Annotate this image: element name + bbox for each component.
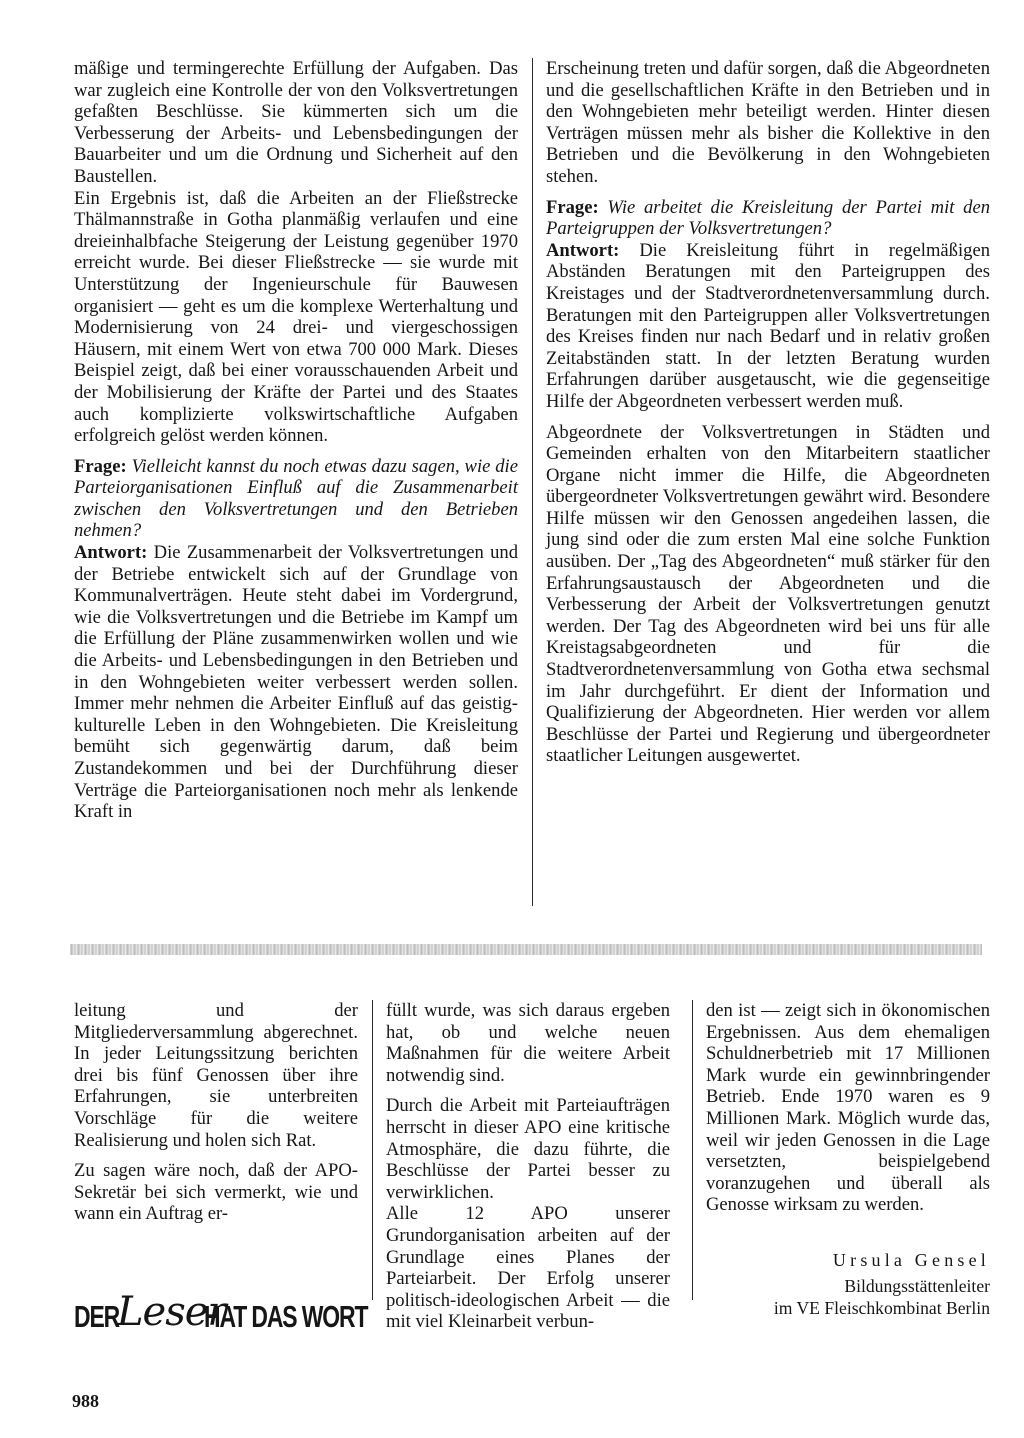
question-label: Frage:	[74, 455, 127, 477]
upper-right-paragraph-1: Erscheinung treten und dafür sorgen, daß die Abgeordneten und die gesellschaftlichen Kräfte in den Betrieben und in den Wohngebieten mehr beteiligt werden. Hinter diesen Verträgen müssen mehr als bisher die Kollektive in den Betrieben und die Bevölkerung in den Wohngebieten stehen.	[546, 58, 990, 187]
upper-right-paragraph-2: Abgeordnete der Volksvertretungen in Städten und Gemeinden erhalten von den Mitarbeitern staatlicher Organe nicht immer die Hilfe, die Abgeordneten übergeordneter Volksvertretungen gewährt wird. Besondere Hilfe müssen wir den Genossen angedeihen lassen, die jung sind oder die zum ersten Mal eine solche Funktion ausüben. Der „Tag des Abgeordneten“ muß stärker für den Erfahrungsaustausch der Abgeordneten und die Verbesserung der Arbeit der Volksvertretungen genutzt werden. Der Tag des Abgeordneten wird bei uns für alle Kreistagsabgeordneten und für die Stadtverordnetenversammlung von Gotha etwa sechsmal im Jahr durchgeführt. Er dient der Information und Qualifizierung der Abgeordneten. Hier werden vor allem Beschlüsse der Partei und Regierung und übergeordneter staatlicher Leitungen ausgewertet.	[546, 421, 990, 767]
lower-middle-paragraph-1: füllt wurde, was sich daraus ergeben hat, ob und welche neuen Maßnahmen für die weitere Arbeit notwendig sind.	[386, 1000, 670, 1086]
lower-right-column	[706, 1000, 990, 1216]
lower-middle-paragraph-3: Alle 12 APO unserer Grundorganisation arbeiten auf der Grundlage eines Planes der Parteiarbeit. Der Erfolg unserer politisch-ideologischen Arbeit — die mit viel Kleinarbeit verbun-	[386, 1203, 670, 1333]
author-signature	[706, 1250, 990, 1319]
banner-word-leser: Leser	[116, 1289, 226, 1335]
answer-2	[546, 240, 990, 413]
answer-label: Antwort:	[74, 542, 148, 564]
answer-1	[74, 542, 518, 823]
question-label: Frage:	[546, 196, 599, 218]
rubric-banner	[74, 1289, 367, 1335]
column-divider	[532, 58, 533, 906]
lower-left-paragraph-2: Zu sagen wäre noch, daß der APO-Sekretär bei sich vermerkt, wie und wann ein Auftrag er-	[74, 1160, 358, 1225]
upper-left-paragraph-1: mäßige und termingerechte Erfüllung der Aufgaben. Das war zugleich eine Kontrolle der von den Volksvertretungen gefaßten Beschlüsse. Sie kümmerten sich um die Verbesserung der Arbeits- und Lebensbedingungen der Bauarbeiter und um die Ordnung und Sicherheit auf den Baustellen.	[74, 58, 518, 187]
question-1	[74, 456, 518, 542]
lower-left-column	[74, 1000, 358, 1225]
upper-right-column	[546, 58, 990, 767]
upper-left-column	[74, 58, 518, 823]
answer-text: Die Kreisleitung führt in regelmäßigen Abständen Beratungen mit den Parteigruppen des Kreistages und der Stadtverordnetenversammlung durch. Beratungen mit den Parteigruppen aller Volksvertretungen des Kreises finden nur nach Bedarf und in relativ großen Zeitabständen statt. In der letzten Beratung wurden Erfahrungen darüber ausgetauscht, wie die gegenseitige Hilfe der Abgeordneten verbessert werden muß.	[546, 239, 990, 412]
author-title: Bildungsstättenleiter	[844, 1276, 990, 1297]
author-affiliation: im VE Fleischkombinat Berlin	[773, 1297, 990, 1318]
author-name: Ursula Gensel	[832, 1250, 990, 1270]
column-divider	[692, 1000, 693, 1300]
answer-text: Die Zusammenarbeit der Volksvertretungen und der Betriebe entwickelt sich auf der Grundlage von Kommunalverträgen. Heute steht dabei im Vordergrund, wie die Volksvertretungen und die Betriebe im Kampf um die Erfüllung der Pläne zusammenwirken wollen und wie die Arbeits- und Lebensbedingungen in den Betrieben und in den Wohngebieten weiter verbessert werden sollen. Immer mehr nehmen die Arbeiter Einfluß auf das geistig-kulturelle Leben in den Wohngebieten. Die Kreisleitung bemüht sich gegenwärtig darum, daß beim Zustandekommen und bei der Durchführung dieser Verträge die Parteiorganisationen noch mehr als lenkende Kraft in	[74, 542, 518, 823]
lower-left-paragraph-1: leitung und der Mitgliederversammlung abgerechnet. In jeder Leitungssitzung berichten drei bis fünf Genossen über ihre Erfahrungen, sie unterbreiten Vorschläge für die weitere Realisierung und holen sich Rat.	[74, 1000, 358, 1151]
banner-word-hat-das-wort: HAT DAS WORT	[203, 1299, 367, 1334]
banner-word-der: DER	[74, 1299, 120, 1334]
lower-middle-column	[386, 1000, 670, 1333]
column-divider	[372, 1000, 373, 1300]
question-text: Wie arbeitet die Kreisleitung der Partei mit den Parteigruppen der Volksvertretungen?	[546, 196, 990, 240]
lower-middle-paragraph-2: Durch die Arbeit mit Parteiaufträgen herrscht in dieser APO eine kritische Atmosphäre, die dazu führte, die Beschlüsse der Partei besser zu verwirklichen.	[386, 1095, 670, 1203]
upper-left-paragraph-2: Ein Ergebnis ist, daß die Arbeiten an der Fließstrecke Thälmannstraße in Gotha planmäßig verlaufen und eine dreieinhalbfache Steigerung der Leistung gegenüber 1970 erreicht wurde. Bei dieser Fließstrecke — sie wurde mit Unterstützung der Ingenieurschule für Bauwesen organisiert — geht es um die komplexe Werterhaltung und Modernisierung von 24 drei- und viergeschossigen Häusern, mit einem Wert von etwa 700 000 Mark. Dieses Beispiel zeigt, daß bei einer vorausschauenden Arbeit und der Mobilisierung der Kräfte der Partei und des Staates auch komplizierte volkswirtschaftliche Aufgaben erfolgreich gelöst werden können.	[74, 187, 518, 447]
section-separator	[70, 944, 982, 955]
question-text: Vielleicht kannst du noch etwas dazu sagen, wie die Parteiorganisationen Einfluß auf die Zusammenarbeit zwischen den Volksvertretungen und den Betrieben nehmen?	[74, 455, 518, 542]
lower-right-paragraph-1: den ist — zeigt sich in ökonomischen Ergebnissen. Aus dem ehemaligen Schuldnerbetrieb mit 17 Millionen Mark wurde ein gewinnbringender Betrieb. Ende 1970 waren es 9 Millionen Mark. Möglich wurde das, weil wir jeden Genossen in die Lage versetzten, beispielgebend voranzugehen und überall als Genosse wirksam zu werden.	[706, 1000, 990, 1216]
question-2	[546, 197, 990, 240]
answer-label: Antwort:	[546, 239, 620, 261]
page-number: 988	[72, 1391, 99, 1411]
